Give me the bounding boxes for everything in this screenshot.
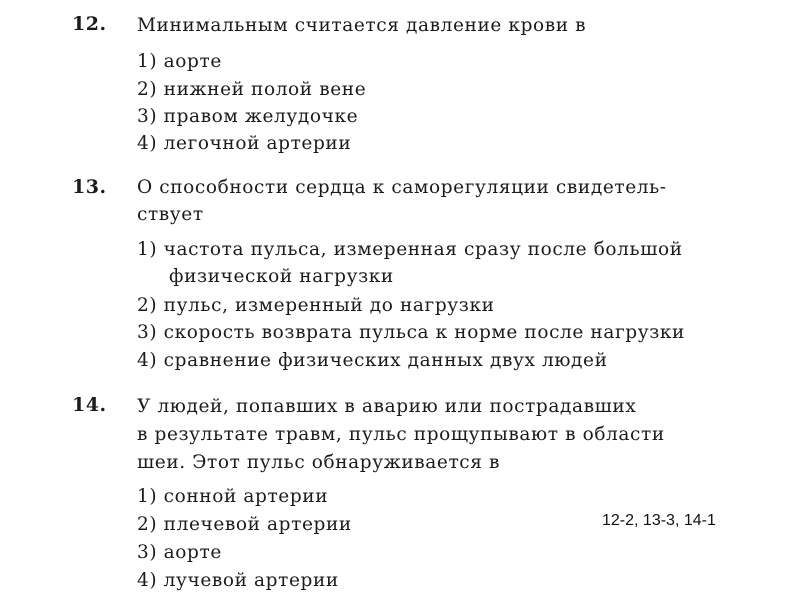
question-14-number: 14. bbox=[72, 394, 107, 416]
question-14-stem-line-2: в результате травм, пульс прощупывают в области bbox=[137, 424, 665, 445]
question-13-stem-line-1: О способности сердца к саморегуляции свидетель- bbox=[137, 177, 667, 198]
question-13-option-3: 3) скорость возврата пульса к норме после нагрузки bbox=[137, 322, 685, 343]
question-14-stem-line-1: У людей, попавших в аварию или пострадавших bbox=[137, 396, 637, 417]
question-13-option-4: 4) сравнение физических данных двух людей bbox=[137, 350, 608, 371]
answer-key: 12-2, 13-3, 14-1 bbox=[602, 512, 716, 529]
question-14-option-1: 1) сонной артерии bbox=[137, 486, 329, 507]
question-12-option-1: 1) аорте bbox=[137, 51, 222, 72]
question-13-option-1-continued: физической нагрузки bbox=[169, 266, 394, 287]
question-12-number: 12. bbox=[72, 13, 107, 35]
question-13-option-1: 1) частота пульса, измеренная сразу после большой bbox=[137, 239, 683, 260]
question-12-option-2: 2) нижней полой вене bbox=[137, 79, 367, 100]
question-14-option-3: 3) аорте bbox=[137, 542, 222, 563]
question-12-option-4: 4) легочной артерии bbox=[137, 133, 352, 154]
question-14-stem-line-3: шеи. Этот пульс обнаруживается в bbox=[137, 452, 501, 473]
question-13-number: 13. bbox=[72, 176, 107, 198]
question-12-option-3: 3) правом желудочке bbox=[137, 106, 359, 127]
question-14-option-4: 4) лучевой артерии bbox=[137, 570, 339, 591]
question-13-stem-line-2: ствует bbox=[137, 204, 204, 225]
question-13-option-2: 2) пульс, измеренный до нагрузки bbox=[137, 295, 495, 316]
question-12-stem: Минимальным считается давление крови в bbox=[137, 15, 587, 36]
question-14-option-2: 2) плечевой артерии bbox=[137, 514, 352, 535]
